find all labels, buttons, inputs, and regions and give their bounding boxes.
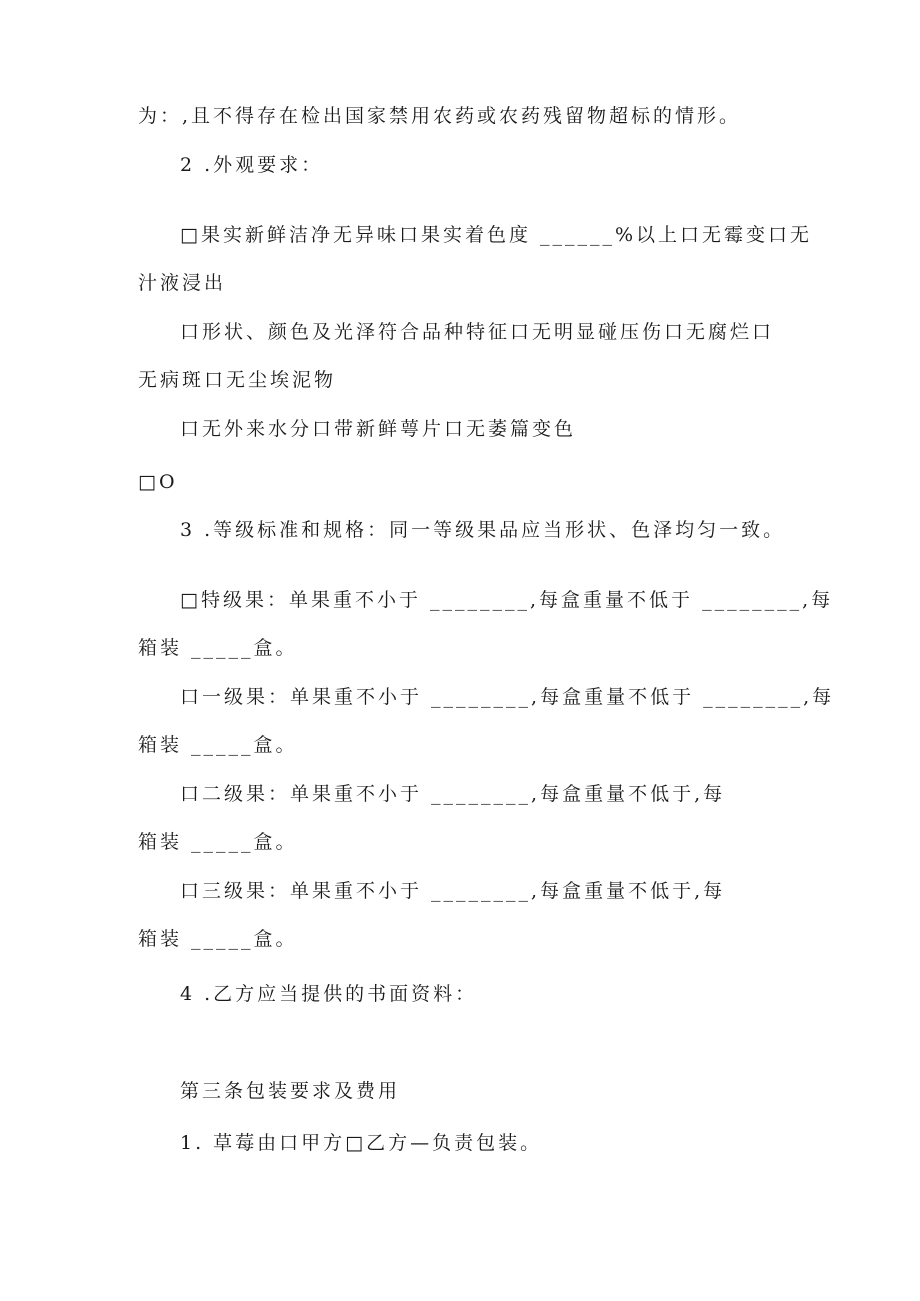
text-line-3: □果实新鲜洁净无异味口果实着色度 ______%以上口无霉变口无 — [180, 224, 813, 246]
text-line-1: 为：,且不得存在检出国家禁用农药或农药残留物超标的情形。 — [138, 105, 742, 127]
grade-first-box-line: 箱装 _____盒。 — [138, 734, 298, 756]
article-heading-packaging: 第三条包装要求及费用 — [180, 1080, 401, 1102]
section-heading-documents: 4 .乙方应当提供的书面资料： — [180, 983, 478, 1005]
packaging-line-1: 1. 草莓由口甲方□乙方—负责包装。 — [180, 1132, 543, 1154]
grade-first-line: 口一级果：单果重不小于 ________,每盒重量不低于 ________,每 — [180, 686, 835, 708]
text-line-8: □O — [138, 471, 178, 493]
text-line-4: 汁液浸出 — [138, 272, 227, 294]
grade-special-line: □特级果：单果重不小于 ________,每盒重量不低于 ________,每 — [180, 589, 834, 611]
text-line-6: 无病斑口无尘埃泥物 — [138, 369, 337, 391]
grade-third-line: 口三级果：单果重不小于 ________,每盒重量不低于,每 — [180, 880, 726, 902]
grade-second-box-line: 箱装 _____盒。 — [138, 831, 298, 853]
grade-special-box-line: 箱装 _____盒。 — [138, 637, 298, 659]
text-line-5: 口形状、颜色及光泽符合品种特征口无明显碰压伤口无腐烂口 — [180, 321, 775, 343]
text-line-7: 口无外来水分口带新鲜萼片口无萎篇变色 — [180, 418, 577, 440]
section-heading-grade: 3 .等级标准和规格：同一等级果品应当形状、色泽均匀一致。 — [180, 519, 786, 541]
section-heading-appearance: 2 .外观要求： — [180, 154, 324, 176]
grade-second-line: 口二级果：单果重不小于 ________,每盒重量不低于,每 — [180, 783, 726, 805]
grade-third-box-line: 箱装 _____盒。 — [138, 928, 298, 950]
